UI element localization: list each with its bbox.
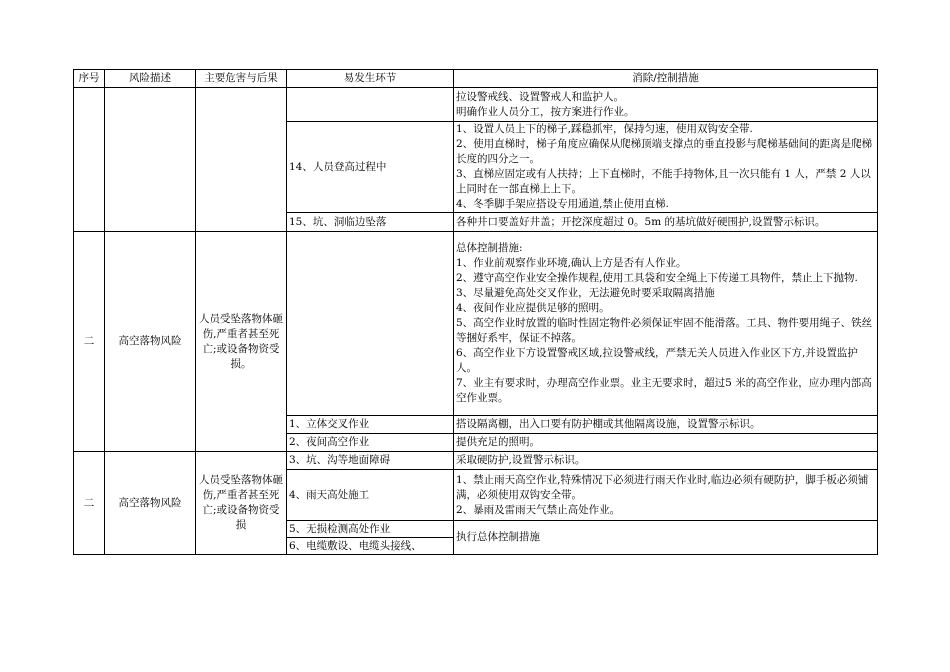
measure-cell: 搭设隔离棚，出入口要有防护棚或其他隔离设施，设置警示标识。	[454, 416, 878, 434]
hazard-cell: 3、坑、沟等地面障碍	[287, 452, 454, 470]
seq-cell-empty	[74, 88, 105, 232]
risk-cell-empty	[105, 88, 196, 232]
risk-cell: 高空落物风险	[105, 232, 196, 452]
header-link: 易发生环节	[287, 70, 454, 88]
hazard-cell: 6、电缆敷设、电缆头接线、	[287, 538, 454, 555]
header-consequence: 主要危害与后果	[196, 70, 287, 88]
table-row	[74, 88, 878, 122]
seq-cell: 二	[74, 452, 105, 555]
measure-cell: 1、禁止雨天高空作业,特殊情况下必须进行雨天作业时,临边必须有硬防护，脚手板必须铺满，必须使用双钩安全带。 2、暴雨及雷雨天气禁止高处作业。	[454, 470, 878, 521]
measure-cell: 采取硬防护,设置警示标识。	[454, 452, 878, 470]
table-row	[74, 452, 878, 470]
measure-cell: 1、设置人员上下的梯子,踩稳抓牢，保持匀速，使用双钩安全带. 2、使用直梯时，梯子角度应确保从爬梯顶端支撑点的垂直投影与爬梯基础间的距离是爬梯长度的四分之一。 3、直梯应固定或有人扶持；上下直梯时，不能手持物体,且一次只能有 1 人，严禁 2 人以上同时在一部直梯上上下。 4、冬季脚手架应搭设专用通道,禁止使用直梯.	[454, 122, 878, 213]
consequence-cell: 人员受坠落物体砸伤,严重者甚至死亡;或设备物资受损	[196, 452, 287, 555]
general-measure-cell: 总体控制措施: 1、作业前观察作业环境,确认上方是否有人作业。 2、遵守高空作业安全操作规程,使用工具袋和安全绳上下传递工具物件，禁止上下抛物. 3、尽量避免高处交叉作业，无法避免时要采取隔离措施 4、夜间作业应提供足够的照明。 5、高空作业时放置的临时性固定物件必须保证牢固不能滑落。工具、物件要用绳子、铁丝等捆好系牢，保证不掉落。 6、高空作业下方设置警戒区域,拉设警戒线，严禁无关人员进入作业区下方,并设置监护人。 7、业主有要求时，办理高空作业票。业主无要求时，超过5 米的高空作业，应办理内部高空作业票。	[454, 232, 878, 416]
table-row	[74, 232, 878, 416]
header-seq: 序号	[74, 70, 105, 88]
hazard-cell: 2、夜间高空作业	[287, 434, 454, 452]
hazard-cell-empty	[287, 88, 454, 122]
header-risk: 风险描述	[105, 70, 196, 88]
measure-cell: 执行总体控制措施	[454, 521, 878, 555]
header-row	[74, 70, 878, 88]
header-measure: 消除/控制措施	[454, 70, 878, 88]
hazard-cell: 4、雨天高处施工	[287, 470, 454, 521]
measure-cell: 拉设警戒线、设置警戒人和监护人。 明确作业人员分工，按方案进行作业。	[454, 88, 878, 122]
hazard-cell-empty	[287, 232, 454, 416]
risk-control-table	[73, 69, 878, 555]
hazard-cell: 14、人员登高过程中	[287, 122, 454, 213]
risk-cell: 高空落物风险	[105, 452, 196, 555]
hazard-cell: 15、坑、洞临边坠落	[287, 213, 454, 232]
measure-cell: 各种井口要盖好井盖；开挖深度超过 0。5m 的基坑做好硬围护,设置警示标识。	[454, 213, 878, 232]
hazard-cell: 1、立体交叉作业	[287, 416, 454, 434]
seq-cell: 二	[74, 232, 105, 452]
hazard-cell: 5、无损检测高处作业	[287, 521, 454, 538]
measure-cell: 提供充足的照明。	[454, 434, 878, 452]
consequence-cell-empty	[196, 88, 287, 232]
consequence-cell: 人员受坠落物体砸伤,严重者甚至死亡;或设备物资受损。	[196, 232, 287, 452]
